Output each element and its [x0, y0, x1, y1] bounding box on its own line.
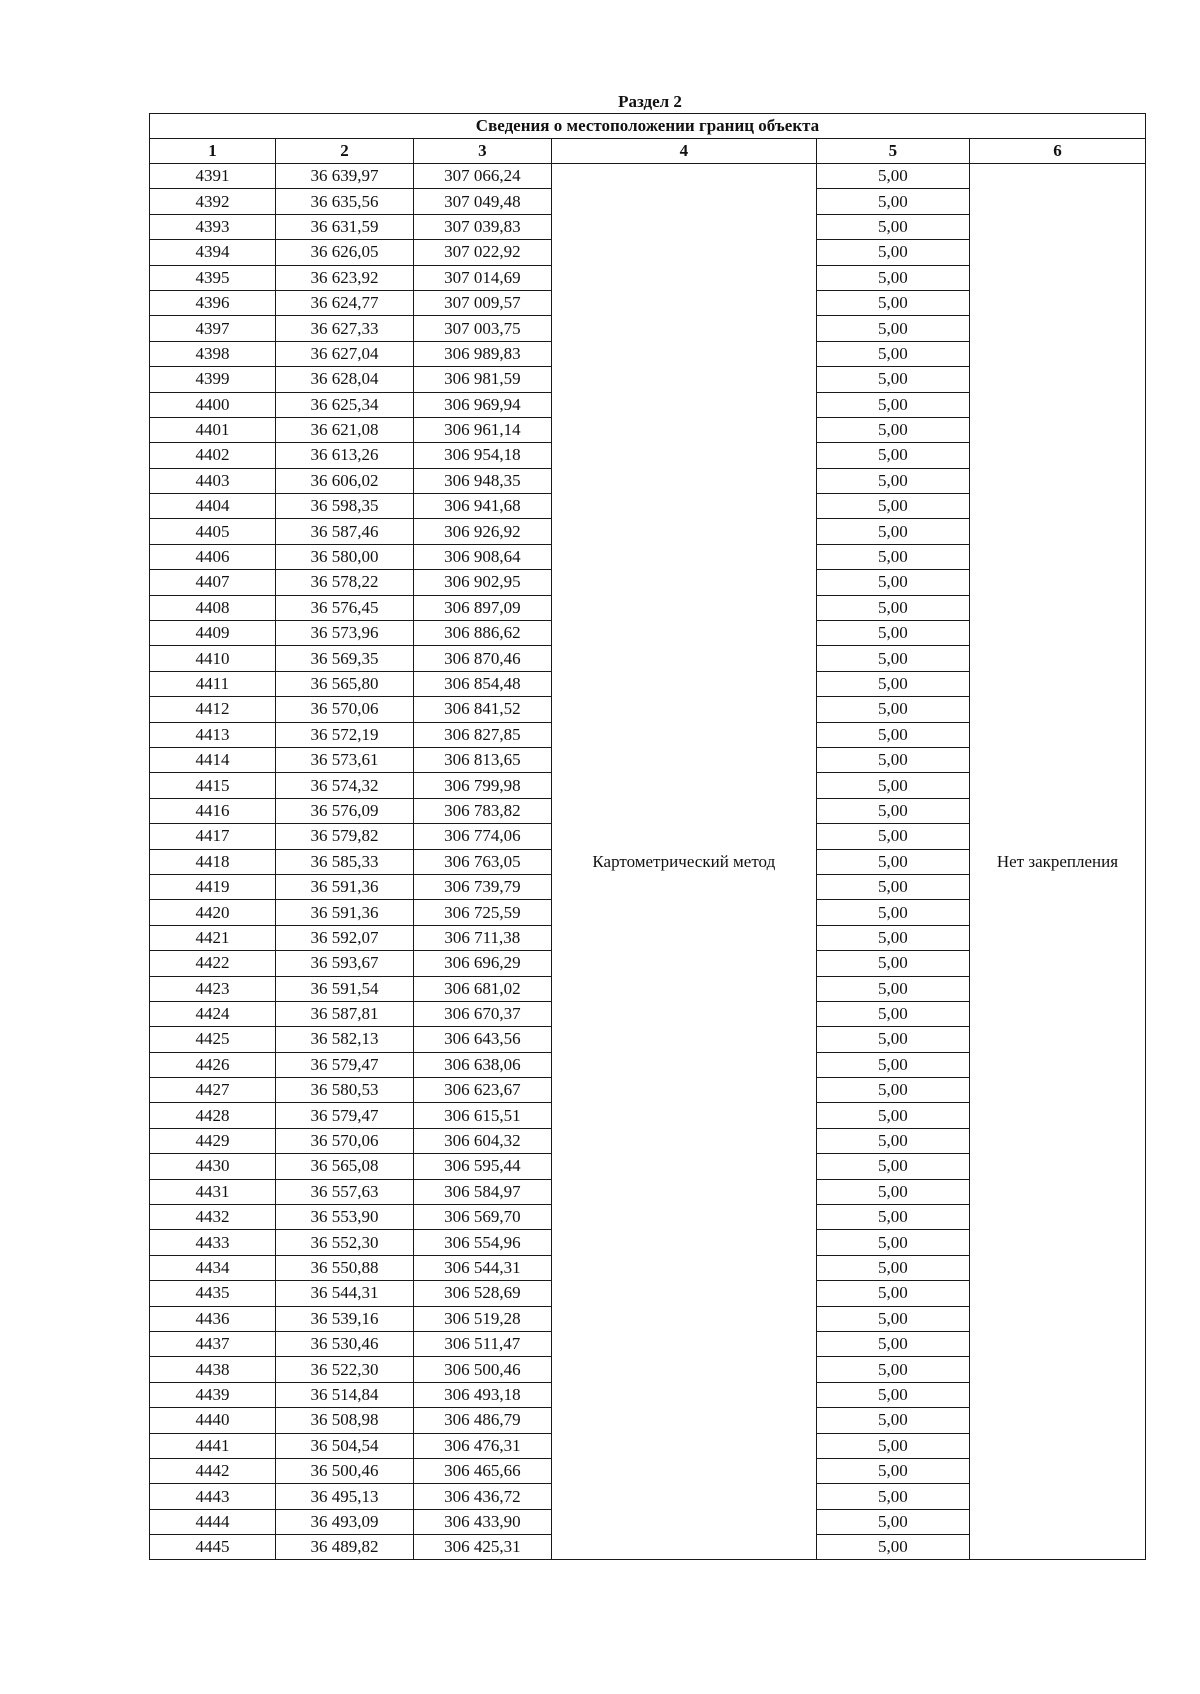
y-coordinate-cell: 307 049,48	[413, 189, 551, 214]
x-coordinate-cell: 36 627,04	[275, 341, 413, 366]
y-coordinate-cell: 306 799,98	[413, 773, 551, 798]
point-number-cell: 4425	[150, 1027, 276, 1052]
accuracy-cell: 5,00	[816, 722, 969, 747]
point-number-cell: 4433	[150, 1230, 276, 1255]
y-coordinate-cell: 306 493,18	[413, 1382, 551, 1407]
point-number-cell: 4418	[150, 849, 276, 874]
x-coordinate-cell: 36 544,31	[275, 1281, 413, 1306]
accuracy-cell: 5,00	[816, 951, 969, 976]
accuracy-cell: 5,00	[816, 1331, 969, 1356]
y-coordinate-cell: 306 908,64	[413, 544, 551, 569]
point-number-cell: 4407	[150, 570, 276, 595]
y-coordinate-cell: 306 519,28	[413, 1306, 551, 1331]
x-coordinate-cell: 36 639,97	[275, 164, 413, 189]
point-number-cell: 4412	[150, 697, 276, 722]
x-coordinate-cell: 36 598,35	[275, 494, 413, 519]
x-coordinate-cell: 36 624,77	[275, 290, 413, 315]
accuracy-cell: 5,00	[816, 570, 969, 595]
point-number-cell: 4422	[150, 951, 276, 976]
y-coordinate-cell: 306 725,59	[413, 900, 551, 925]
x-coordinate-cell: 36 606,02	[275, 468, 413, 493]
x-coordinate-cell: 36 489,82	[275, 1535, 413, 1560]
accuracy-cell: 5,00	[816, 1408, 969, 1433]
x-coordinate-cell: 36 625,34	[275, 392, 413, 417]
accuracy-cell: 5,00	[816, 1205, 969, 1230]
point-number-cell: 4400	[150, 392, 276, 417]
y-coordinate-cell: 306 465,66	[413, 1458, 551, 1483]
point-number-cell: 4420	[150, 900, 276, 925]
y-coordinate-cell: 307 014,69	[413, 265, 551, 290]
point-number-cell: 4391	[150, 164, 276, 189]
accuracy-cell: 5,00	[816, 316, 969, 341]
y-coordinate-cell: 306 961,14	[413, 417, 551, 442]
x-coordinate-cell: 36 579,47	[275, 1103, 413, 1128]
point-number-cell: 4427	[150, 1078, 276, 1103]
y-coordinate-cell: 306 584,97	[413, 1179, 551, 1204]
accuracy-cell: 5,00	[816, 824, 969, 849]
y-coordinate-cell: 306 870,46	[413, 646, 551, 671]
y-coordinate-cell: 306 783,82	[413, 798, 551, 823]
point-number-cell: 4430	[150, 1154, 276, 1179]
point-number-cell: 4421	[150, 925, 276, 950]
accuracy-cell: 5,00	[816, 1230, 969, 1255]
accuracy-cell: 5,00	[816, 1357, 969, 1382]
accuracy-cell: 5,00	[816, 265, 969, 290]
x-coordinate-cell: 36 572,19	[275, 722, 413, 747]
point-number-cell: 4405	[150, 519, 276, 544]
accuracy-cell: 5,00	[816, 621, 969, 646]
point-number-cell: 4395	[150, 265, 276, 290]
x-coordinate-cell: 36 592,07	[275, 925, 413, 950]
accuracy-cell: 5,00	[816, 798, 969, 823]
point-number-cell: 4404	[150, 494, 276, 519]
accuracy-cell: 5,00	[816, 1484, 969, 1509]
x-coordinate-cell: 36 565,80	[275, 671, 413, 696]
x-coordinate-cell: 36 613,26	[275, 443, 413, 468]
accuracy-cell: 5,00	[816, 773, 969, 798]
accuracy-cell: 5,00	[816, 1027, 969, 1052]
x-coordinate-cell: 36 576,45	[275, 595, 413, 620]
x-coordinate-cell: 36 495,13	[275, 1484, 413, 1509]
x-coordinate-cell: 36 539,16	[275, 1306, 413, 1331]
x-coordinate-cell: 36 576,09	[275, 798, 413, 823]
column-header-6: 6	[969, 139, 1145, 164]
accuracy-cell: 5,00	[816, 671, 969, 696]
x-coordinate-cell: 36 514,84	[275, 1382, 413, 1407]
point-number-cell: 4429	[150, 1128, 276, 1153]
accuracy-cell: 5,00	[816, 468, 969, 493]
x-coordinate-cell: 36 570,06	[275, 1128, 413, 1153]
x-coordinate-cell: 36 578,22	[275, 570, 413, 595]
x-coordinate-cell: 36 557,63	[275, 1179, 413, 1204]
y-coordinate-cell: 306 711,38	[413, 925, 551, 950]
accuracy-cell: 5,00	[816, 1179, 969, 1204]
point-number-cell: 4396	[150, 290, 276, 315]
table-body	[150, 164, 1146, 1560]
y-coordinate-cell: 306 969,94	[413, 392, 551, 417]
x-coordinate-cell: 36 580,53	[275, 1078, 413, 1103]
method-cell: Картометрический метод	[551, 164, 816, 1560]
accuracy-cell: 5,00	[816, 240, 969, 265]
x-coordinate-cell: 36 508,98	[275, 1408, 413, 1433]
x-coordinate-cell: 36 530,46	[275, 1331, 413, 1356]
y-coordinate-cell: 307 003,75	[413, 316, 551, 341]
point-number-cell: 4413	[150, 722, 276, 747]
point-number-cell: 4415	[150, 773, 276, 798]
x-coordinate-cell: 36 550,88	[275, 1255, 413, 1280]
table-row	[150, 164, 1146, 189]
point-number-cell: 4401	[150, 417, 276, 442]
y-coordinate-cell: 306 425,31	[413, 1535, 551, 1560]
y-coordinate-cell: 306 486,79	[413, 1408, 551, 1433]
y-coordinate-cell: 307 009,57	[413, 290, 551, 315]
x-coordinate-cell: 36 593,67	[275, 951, 413, 976]
x-coordinate-cell: 36 569,35	[275, 646, 413, 671]
accuracy-cell: 5,00	[816, 341, 969, 366]
accuracy-cell: 5,00	[816, 1382, 969, 1407]
table-caption: Сведения о местоположении границ объекта	[150, 114, 1146, 139]
accuracy-cell: 5,00	[816, 1281, 969, 1306]
x-coordinate-cell: 36 627,33	[275, 316, 413, 341]
y-coordinate-cell: 306 433,90	[413, 1509, 551, 1534]
x-coordinate-cell: 36 579,47	[275, 1052, 413, 1077]
x-coordinate-cell: 36 591,36	[275, 900, 413, 925]
x-coordinate-cell: 36 587,46	[275, 519, 413, 544]
point-number-cell: 4426	[150, 1052, 276, 1077]
x-coordinate-cell: 36 565,08	[275, 1154, 413, 1179]
x-coordinate-cell: 36 587,81	[275, 1001, 413, 1026]
x-coordinate-cell: 36 573,61	[275, 747, 413, 772]
point-number-cell: 4414	[150, 747, 276, 772]
point-number-cell: 4410	[150, 646, 276, 671]
accuracy-cell: 5,00	[816, 697, 969, 722]
y-coordinate-cell: 306 926,92	[413, 519, 551, 544]
y-coordinate-cell: 306 643,56	[413, 1027, 551, 1052]
x-coordinate-cell: 36 574,32	[275, 773, 413, 798]
x-coordinate-cell: 36 591,54	[275, 976, 413, 1001]
y-coordinate-cell: 306 954,18	[413, 443, 551, 468]
x-coordinate-cell: 36 582,13	[275, 1027, 413, 1052]
column-header-row	[150, 139, 1146, 164]
accuracy-cell: 5,00	[816, 646, 969, 671]
accuracy-cell: 5,00	[816, 494, 969, 519]
y-coordinate-cell: 306 813,65	[413, 747, 551, 772]
accuracy-cell: 5,00	[816, 976, 969, 1001]
y-coordinate-cell: 306 827,85	[413, 722, 551, 747]
y-coordinate-cell: 306 476,31	[413, 1433, 551, 1458]
x-coordinate-cell: 36 570,06	[275, 697, 413, 722]
y-coordinate-cell: 306 615,51	[413, 1103, 551, 1128]
y-coordinate-cell: 307 066,24	[413, 164, 551, 189]
accuracy-cell: 5,00	[816, 1001, 969, 1026]
point-number-cell: 4442	[150, 1458, 276, 1483]
point-number-cell: 4417	[150, 824, 276, 849]
y-coordinate-cell: 306 948,35	[413, 468, 551, 493]
y-coordinate-cell: 306 638,06	[413, 1052, 551, 1077]
y-coordinate-cell: 306 886,62	[413, 621, 551, 646]
x-coordinate-cell: 36 591,36	[275, 874, 413, 899]
point-number-cell: 4419	[150, 874, 276, 899]
point-number-cell: 4403	[150, 468, 276, 493]
y-coordinate-cell: 306 841,52	[413, 697, 551, 722]
y-coordinate-cell: 306 595,44	[413, 1154, 551, 1179]
x-coordinate-cell: 36 626,05	[275, 240, 413, 265]
y-coordinate-cell: 307 022,92	[413, 240, 551, 265]
x-coordinate-cell: 36 580,00	[275, 544, 413, 569]
accuracy-cell: 5,00	[816, 1052, 969, 1077]
point-number-cell: 4435	[150, 1281, 276, 1306]
point-number-cell: 4428	[150, 1103, 276, 1128]
y-coordinate-cell: 306 902,95	[413, 570, 551, 595]
x-coordinate-cell: 36 573,96	[275, 621, 413, 646]
point-number-cell: 4409	[150, 621, 276, 646]
point-number-cell: 4445	[150, 1535, 276, 1560]
point-number-cell: 4436	[150, 1306, 276, 1331]
y-coordinate-cell: 306 854,48	[413, 671, 551, 696]
fixing-description-cell: Нет закрепления	[969, 164, 1145, 1560]
column-header-3: 3	[413, 139, 551, 164]
point-number-cell: 4394	[150, 240, 276, 265]
y-coordinate-cell: 306 981,59	[413, 367, 551, 392]
accuracy-cell: 5,00	[816, 443, 969, 468]
point-number-cell: 4406	[150, 544, 276, 569]
point-number-cell: 4423	[150, 976, 276, 1001]
y-coordinate-cell: 306 989,83	[413, 341, 551, 366]
point-number-cell: 4392	[150, 189, 276, 214]
boundary-coordinates-table	[149, 113, 1146, 1560]
x-coordinate-cell: 36 621,08	[275, 417, 413, 442]
y-coordinate-cell: 306 554,96	[413, 1230, 551, 1255]
point-number-cell: 4397	[150, 316, 276, 341]
x-coordinate-cell: 36 631,59	[275, 214, 413, 239]
y-coordinate-cell: 307 039,83	[413, 214, 551, 239]
point-number-cell: 4438	[150, 1357, 276, 1382]
accuracy-cell: 5,00	[816, 519, 969, 544]
y-coordinate-cell: 306 696,29	[413, 951, 551, 976]
x-coordinate-cell: 36 579,82	[275, 824, 413, 849]
column-header-2: 2	[275, 139, 413, 164]
accuracy-cell: 5,00	[816, 367, 969, 392]
accuracy-cell: 5,00	[816, 747, 969, 772]
accuracy-cell: 5,00	[816, 214, 969, 239]
accuracy-cell: 5,00	[816, 1509, 969, 1534]
point-number-cell: 4439	[150, 1382, 276, 1407]
column-header-5: 5	[816, 139, 969, 164]
accuracy-cell: 5,00	[816, 1255, 969, 1280]
accuracy-cell: 5,00	[816, 392, 969, 417]
point-number-cell: 4444	[150, 1509, 276, 1534]
x-coordinate-cell: 36 500,46	[275, 1458, 413, 1483]
point-number-cell: 4416	[150, 798, 276, 823]
x-coordinate-cell: 36 504,54	[275, 1433, 413, 1458]
point-number-cell: 4399	[150, 367, 276, 392]
column-header-1: 1	[150, 139, 276, 164]
y-coordinate-cell: 306 500,46	[413, 1357, 551, 1382]
point-number-cell: 4411	[150, 671, 276, 696]
accuracy-cell: 5,00	[816, 595, 969, 620]
accuracy-cell: 5,00	[816, 1078, 969, 1103]
accuracy-cell: 5,00	[816, 1128, 969, 1153]
accuracy-cell: 5,00	[816, 189, 969, 214]
y-coordinate-cell: 306 569,70	[413, 1205, 551, 1230]
y-coordinate-cell: 306 670,37	[413, 1001, 551, 1026]
y-coordinate-cell: 306 623,67	[413, 1078, 551, 1103]
y-coordinate-cell: 306 528,69	[413, 1281, 551, 1306]
point-number-cell: 4443	[150, 1484, 276, 1509]
column-header-4: 4	[551, 139, 816, 164]
point-number-cell: 4424	[150, 1001, 276, 1026]
x-coordinate-cell: 36 623,92	[275, 265, 413, 290]
y-coordinate-cell: 306 604,32	[413, 1128, 551, 1153]
y-coordinate-cell: 306 436,72	[413, 1484, 551, 1509]
point-number-cell: 4431	[150, 1179, 276, 1204]
x-coordinate-cell: 36 585,33	[275, 849, 413, 874]
point-number-cell: 4408	[150, 595, 276, 620]
y-coordinate-cell: 306 774,06	[413, 824, 551, 849]
accuracy-cell: 5,00	[816, 290, 969, 315]
accuracy-cell: 5,00	[816, 849, 969, 874]
x-coordinate-cell: 36 635,56	[275, 189, 413, 214]
point-number-cell: 4437	[150, 1331, 276, 1356]
y-coordinate-cell: 306 897,09	[413, 595, 551, 620]
point-number-cell: 4398	[150, 341, 276, 366]
x-coordinate-cell: 36 553,90	[275, 1205, 413, 1230]
point-number-cell: 4440	[150, 1408, 276, 1433]
point-number-cell: 4434	[150, 1255, 276, 1280]
accuracy-cell: 5,00	[816, 1103, 969, 1128]
accuracy-cell: 5,00	[816, 900, 969, 925]
y-coordinate-cell: 306 941,68	[413, 494, 551, 519]
x-coordinate-cell: 36 522,30	[275, 1357, 413, 1382]
point-number-cell: 4402	[150, 443, 276, 468]
y-coordinate-cell: 306 511,47	[413, 1331, 551, 1356]
accuracy-cell: 5,00	[816, 544, 969, 569]
y-coordinate-cell: 306 544,31	[413, 1255, 551, 1280]
accuracy-cell: 5,00	[816, 417, 969, 442]
accuracy-cell: 5,00	[816, 1458, 969, 1483]
x-coordinate-cell: 36 493,09	[275, 1509, 413, 1534]
y-coordinate-cell: 306 681,02	[413, 976, 551, 1001]
accuracy-cell: 5,00	[816, 1154, 969, 1179]
y-coordinate-cell: 306 739,79	[413, 874, 551, 899]
point-number-cell: 4393	[150, 214, 276, 239]
section-title: Раздел 2	[618, 92, 682, 111]
point-number-cell: 4432	[150, 1205, 276, 1230]
accuracy-cell: 5,00	[816, 1433, 969, 1458]
accuracy-cell: 5,00	[816, 925, 969, 950]
x-coordinate-cell: 36 628,04	[275, 367, 413, 392]
accuracy-cell: 5,00	[816, 1306, 969, 1331]
accuracy-cell: 5,00	[816, 164, 969, 189]
point-number-cell: 4441	[150, 1433, 276, 1458]
y-coordinate-cell: 306 763,05	[413, 849, 551, 874]
x-coordinate-cell: 36 552,30	[275, 1230, 413, 1255]
accuracy-cell: 5,00	[816, 1535, 969, 1560]
accuracy-cell: 5,00	[816, 874, 969, 899]
